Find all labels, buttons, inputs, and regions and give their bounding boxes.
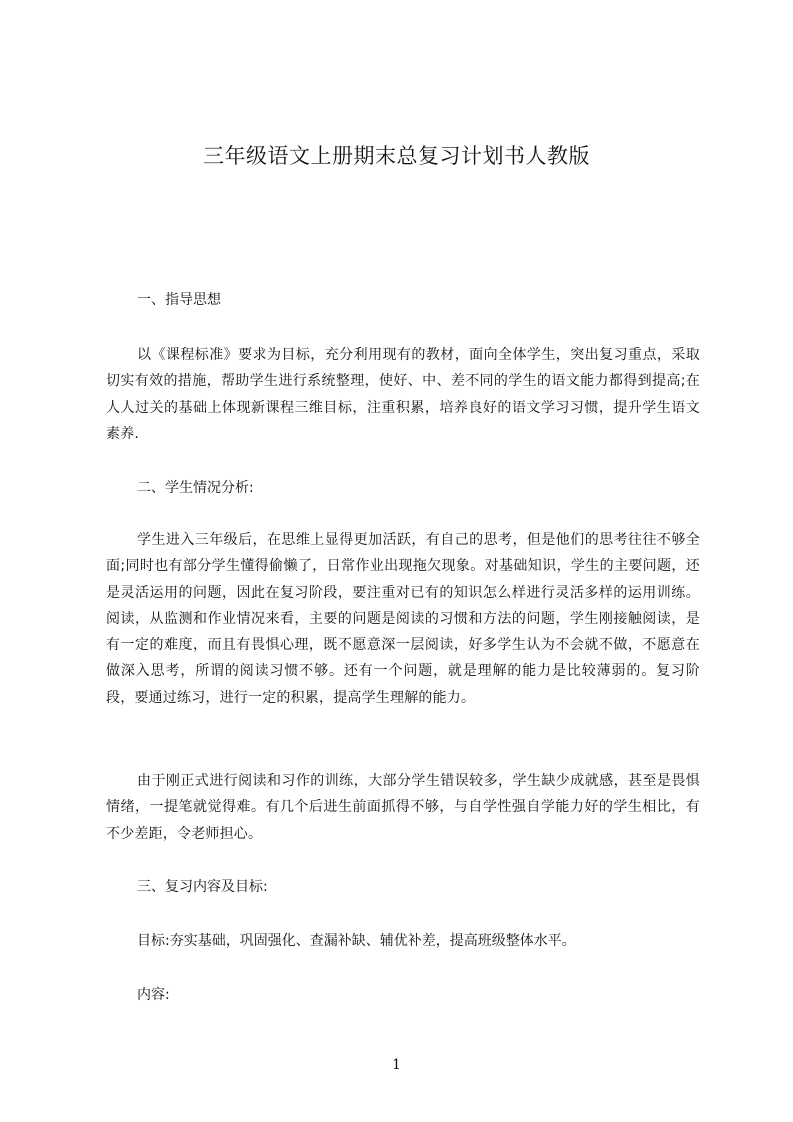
paragraph-student-analysis-1: 学生进入三年级后，在思维上显得更加活跃，有自己的思考，但是他们的思考往往不够全面;同时也有部分学生懂得偷懒了，日常作业出现拖欠现象。对基础知识，学生的主要问题，还是灵活运用的问题，因此在复习阶段，要注重对已有的知识怎么样进行灵活多样的运用训练。阅读，从监测和作业情况来看，主要的问题是阅读的习惯和方法的问题，学生刚接触阅读，是有一定的难度，而且有畏惧心理，既不愿意深一层阅读，好多学生认为不会就不做，不愿意在做深入思考，所谓的阅读习惯不够。还有一个问题，就是理解的能力是比较薄弱的。复习阶段，要通过练习，进行一定的积累，提高学生理解的能力。 xyxy=(106,532,700,706)
document-title: 三年级语文上册期末总复习计划书人教版 xyxy=(203,144,590,168)
review-content-label: 内容: xyxy=(137,987,170,1003)
page-number: 1 xyxy=(392,1057,401,1073)
paragraph-guiding-thought: 以《课程标准》要求为目标，充分利用现有的教材，面向全体学生，突出复习重点，采取切实有效的措施，帮助学生进行系统整理，使好、中、差不同的学生的语文能力都得到提高;在人人过关的基础上体现新课程三维目标，注重积累，培养良好的语文学习习惯，提升学生语文素养. xyxy=(106,347,700,442)
section-heading-review-content: 三、复习内容及目标: xyxy=(137,879,268,895)
section-heading-student-analysis: 二、学生情况分析: xyxy=(137,480,254,496)
paragraph-student-analysis-2: 由于刚正式进行阅读和习作的训练，大部分学生错误较多，学生缺少成就感，甚至是畏惧情绪，一提笔就觉得难。有几个后进生前面抓得不够，与自学性强自学能力好的学生相比，有不少差距，令老师担心。 xyxy=(106,773,700,842)
review-goal-text: 目标:夯实基础，巩固强化、查漏补缺、辅优补差，提高班级整体水平。 xyxy=(137,933,576,949)
section-heading-guiding-thought: 一、指导思想 xyxy=(137,292,221,308)
